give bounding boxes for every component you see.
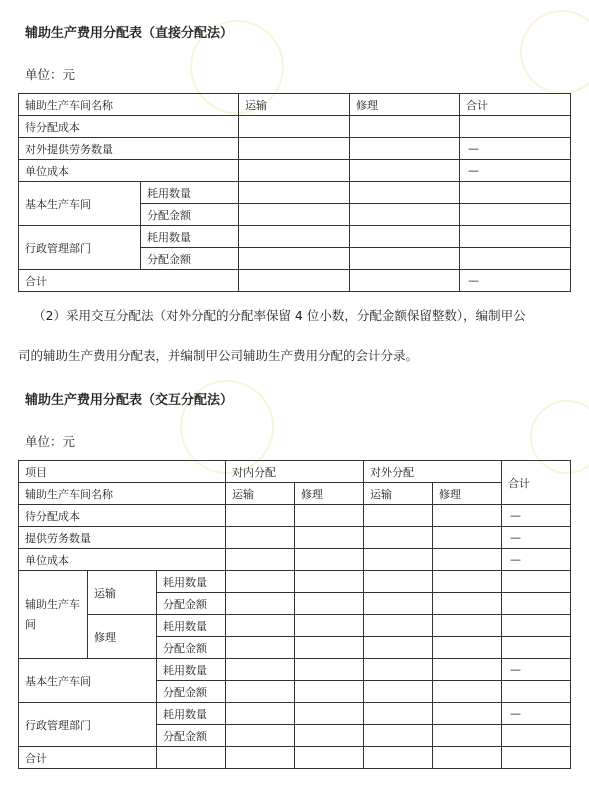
- dash-cell: —: [502, 549, 571, 571]
- header-workshop-name: 辅助生产车间名称: [19, 483, 226, 505]
- table-cell: [502, 615, 571, 637]
- row-pending-cost: 待分配成本: [19, 116, 239, 138]
- table-cell: [364, 549, 433, 571]
- table-cell: [350, 226, 460, 248]
- table-cell: [433, 571, 502, 593]
- table-cell: [433, 637, 502, 659]
- table-cell: [239, 138, 350, 160]
- table-cell: [433, 659, 502, 681]
- sub-qty: 耗用数量: [141, 182, 239, 204]
- table-cell: [460, 182, 571, 204]
- table-cell: [460, 248, 571, 270]
- sub-amount: 分配金额: [157, 681, 226, 703]
- table-cell: [295, 703, 364, 725]
- row-pending-cost: 待分配成本: [19, 505, 226, 527]
- table-cell: [364, 571, 433, 593]
- table1-title: 辅助生产费用分配表（直接分配法）: [25, 26, 234, 41]
- row-admin-dept: 行政管理部门: [19, 226, 141, 270]
- table-cell: [295, 571, 364, 593]
- table-cell: [350, 116, 460, 138]
- instruction-line-1: （2）采用交互分配法（对外分配的分配率保留 4 位小数，分配金额保留整数），编制甲公: [33, 308, 526, 323]
- table-cell: [460, 226, 571, 248]
- table-cell: [295, 681, 364, 703]
- table-cell: [364, 703, 433, 725]
- header-repair: 修理: [350, 94, 460, 116]
- table-cell: [460, 204, 571, 226]
- table-cell: [239, 226, 350, 248]
- sub-qty: 耗用数量: [157, 615, 226, 637]
- header-total: 合计: [502, 461, 571, 505]
- table-cell: [226, 681, 295, 703]
- table-cell: [295, 747, 364, 769]
- table-cell: [350, 248, 460, 270]
- table-cell: [295, 725, 364, 747]
- table-cell: [239, 270, 350, 292]
- table-cell: [226, 593, 295, 615]
- table-cell: [433, 725, 502, 747]
- row-service: 提供劳务数量: [19, 527, 226, 549]
- table-cell: [295, 659, 364, 681]
- header-workshop-name: 辅助生产车间名称: [19, 94, 239, 116]
- table-cell: [433, 505, 502, 527]
- row-total: 合计: [19, 747, 157, 769]
- row-admin-dept: 行政管理部门: [19, 703, 157, 747]
- sub-amount: 分配金额: [157, 593, 226, 615]
- table-cell: [350, 270, 460, 292]
- header-external-repair: 修理: [433, 483, 502, 505]
- header-external-transport: 运输: [364, 483, 433, 505]
- table-cell: [350, 160, 460, 182]
- table-cell: [350, 182, 460, 204]
- sub-amount: 分配金额: [157, 725, 226, 747]
- table-cell: [502, 593, 571, 615]
- sub-qty: 耗用数量: [157, 703, 226, 725]
- header-internal-transport: 运输: [226, 483, 295, 505]
- table-cell: [460, 116, 571, 138]
- dash-cell: —: [502, 505, 571, 527]
- table-cell: [226, 747, 295, 769]
- reciprocal-allocation-table: [18, 460, 571, 769]
- table-cell: [502, 571, 571, 593]
- table-cell: [226, 527, 295, 549]
- table-cell: [502, 681, 571, 703]
- row-unit-cost: 单位成本: [19, 549, 226, 571]
- sub-amount: 分配金额: [157, 637, 226, 659]
- header-external: 对外分配: [364, 461, 502, 483]
- sub-repair: 修理: [88, 615, 157, 659]
- table-cell: [364, 615, 433, 637]
- table-cell: [364, 681, 433, 703]
- row-basic-workshop: 基本生产车间: [19, 182, 141, 226]
- row-external-service: 对外提供劳务数量: [19, 138, 239, 160]
- table-cell: [295, 505, 364, 527]
- table-cell: [226, 615, 295, 637]
- sub-amount: 分配金额: [141, 248, 239, 270]
- sub-transport: 运输: [88, 571, 157, 615]
- direct-allocation-table: [18, 93, 571, 292]
- row-unit-cost: 单位成本: [19, 160, 239, 182]
- row-total: 合计: [19, 270, 239, 292]
- header-internal-repair: 修理: [295, 483, 364, 505]
- instruction-line-2: 司的辅助生产费用分配表，并编制甲公司辅助生产费用分配的会计分录。: [18, 348, 419, 363]
- table-cell: [239, 182, 350, 204]
- table-cell: [433, 527, 502, 549]
- table-cell: [226, 703, 295, 725]
- table-cell: [157, 747, 226, 769]
- table-cell: [295, 637, 364, 659]
- table-cell: [502, 747, 571, 769]
- sub-qty: 耗用数量: [141, 226, 239, 248]
- table-cell: [364, 637, 433, 659]
- table-cell: [239, 160, 350, 182]
- table-cell: [295, 615, 364, 637]
- table-cell: [226, 571, 295, 593]
- table-cell: [350, 138, 460, 160]
- table-cell: [364, 527, 433, 549]
- dash-cell: —: [502, 659, 571, 681]
- table-cell: [226, 725, 295, 747]
- table-cell: [295, 593, 364, 615]
- dash-cell: —: [460, 160, 571, 182]
- table2-title: 辅助生产费用分配表（交互分配法）: [25, 393, 234, 408]
- dash-cell: —: [502, 703, 571, 725]
- row-basic-workshop: 基本生产车间: [19, 659, 157, 703]
- header-internal: 对内分配: [226, 461, 364, 483]
- dash-cell: —: [460, 270, 571, 292]
- header-transport: 运输: [239, 94, 350, 116]
- table-cell: [295, 527, 364, 549]
- watermark-logo-icon: [520, 10, 589, 94]
- table-cell: [295, 549, 364, 571]
- table-cell: [433, 615, 502, 637]
- sub-qty: 耗用数量: [157, 659, 226, 681]
- table-cell: [239, 204, 350, 226]
- table-cell: [364, 747, 433, 769]
- table-cell: [433, 549, 502, 571]
- dash-cell: —: [502, 527, 571, 549]
- table-cell: [364, 659, 433, 681]
- table2-unit: 单位：元: [25, 434, 76, 449]
- table-cell: [226, 549, 295, 571]
- header-total: 合计: [460, 94, 571, 116]
- table-cell: [239, 248, 350, 270]
- table-cell: [226, 505, 295, 527]
- table-cell: [226, 637, 295, 659]
- table-cell: [350, 204, 460, 226]
- table-cell: [364, 505, 433, 527]
- table-cell: [239, 116, 350, 138]
- table-cell: [433, 747, 502, 769]
- table-cell: [364, 725, 433, 747]
- table-cell: [226, 659, 295, 681]
- table-cell: [364, 593, 433, 615]
- table-cell: [502, 725, 571, 747]
- dash-cell: —: [460, 138, 571, 160]
- table-cell: [433, 593, 502, 615]
- sub-amount: 分配金额: [141, 204, 239, 226]
- table1-unit: 单位：元: [25, 67, 76, 82]
- table-cell: [433, 703, 502, 725]
- sub-qty: 耗用数量: [157, 571, 226, 593]
- table-cell: [433, 681, 502, 703]
- header-item: 项目: [19, 461, 226, 483]
- table-cell: [502, 637, 571, 659]
- row-aux-workshop: 辅助生产车间: [19, 571, 88, 659]
